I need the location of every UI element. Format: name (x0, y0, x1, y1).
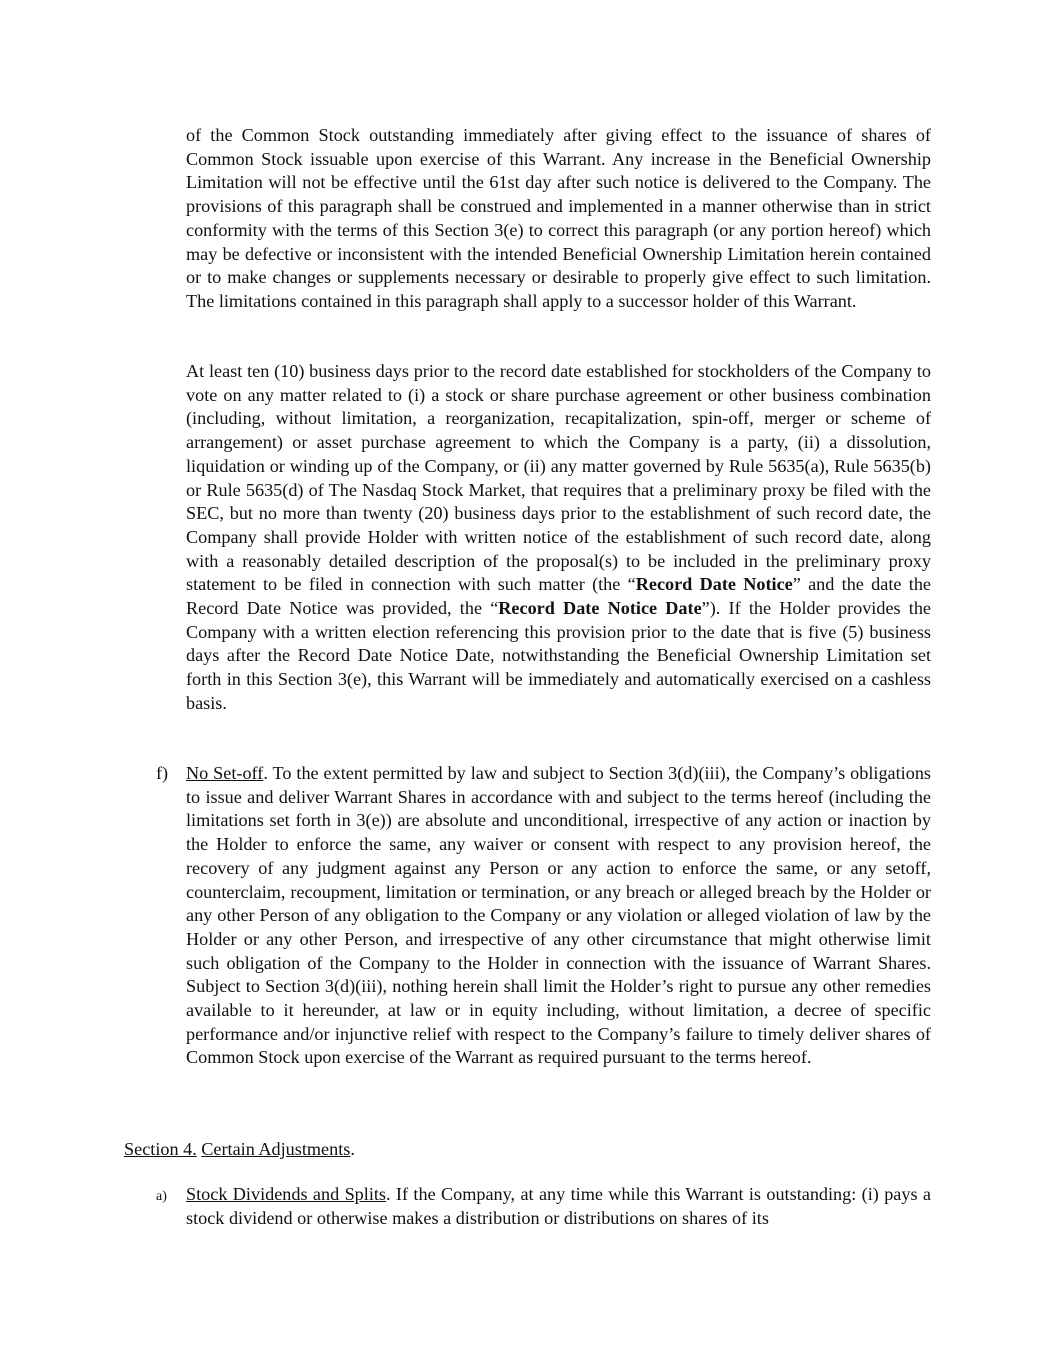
item-a-marker: a) (156, 1189, 167, 1204)
paragraph-2-part-1: At least ten (10) business days prior to the record date established for stockholders of the Company to vote on any matter related to (i) a stock or share purchase agreement or other business combination (including, without limitation, a reorganization, recapitalization, spin-off, merger or scheme of arrangement) or asset purchase agreement to which the Company is a party, (ii) a dissolution, liquidation or winding up of the Company, or (ii) any matter governed by Rule 5635(a), Rule 5635(b) or Rule 5635(d) of The Nasdaq Stock Market, that requires that a preliminary proxy be filed with the SEC, but no more than twenty (20) business days prior to the establishment of such record date, the Company shall provide Holder with written notice of the establishment of such record date, along with a reasonably detailed description of the proposal(s) to be included in the preliminary proxy statement to be filed in connection with such matter (the “ (186, 361, 931, 595)
item-f-no-set-off (186, 762, 931, 1070)
section-4-title: Certain Adjustments (201, 1139, 351, 1159)
defined-term-record-date-notice-date: Record Date Notice Date (498, 598, 702, 619)
paragraph-1-text: of the Common Stock outstanding immediately after giving effect to the issuance of shares of Common Stock issuable upon exercise of this Warrant. Any increase in the Beneficial Ownership Limitation will not be effective until the 61st day after such notice is delivered to the Company. The provisions of this paragraph shall be construed and implemented in a manner otherwise than in strict conformity with the terms of this Section 3(e) to correct this paragraph (or any portion hereof) which may be defective or inconsistent with the intended Beneficial Ownership Limitation herein contained or to make changes or supplements necessary or desirable to properly give effect to such limitation. The limitations contained in this paragraph shall apply to a successor holder of this Warrant. (186, 125, 931, 311)
paragraph-beneficial-ownership-continuation (186, 124, 931, 314)
section-4-end: . (350, 1139, 355, 1159)
item-a-stock-dividends (186, 1183, 931, 1230)
section-4-number: Section 4. (124, 1139, 197, 1159)
item-a-title: Stock Dividends and Splits (186, 1184, 387, 1204)
item-f-text: . To the extent permitted by law and subject to Section 3(d)(iii), the Company’s obligations to issue and deliver Warrant Shares in accordance with and subject to the terms hereof (including the limitations set forth in 3(e)) are absolute and unconditional, irrespective of any action or inaction by the Holder to enforce the same, any waiver or consent with respect to any provision hereof, the recovery of any judgment against any Person or any action to enforce the same, or any setoff, counterclaim, recoupment, limitation or termination, or any breach or alleged breach by the Holder or any other Person of any obligation to the Company or any violation or alleged violation of law by the Holder or any other Person, and irrespective of any other circumstance that might otherwise limit such obligation of the Company to the Holder in connection with the issuance of Warrant Shares. Subject to Section 3(d)(iii), nothing herein shall limit the Holder’s right to pursue any other remedies available to it hereunder, at law or in equity including, without limitation, a decree of specific performance and/or injunctive relief with respect to the Company’s failure to timely deliver shares of Common Stock upon exercise of the Warrant as required pursuant to the terms hereof. (186, 763, 931, 1068)
paragraph-record-date-notice (186, 360, 931, 716)
item-a-text: . If the Company, at any time while this Warrant is outstanding: (i) pays a stock dividend or otherwise makes a distribution or distributions on shares of its (186, 1184, 931, 1228)
defined-term-record-date-notice: Record Date Notice (635, 574, 793, 595)
paragraph-2-part-2: ” and the date the Record Date Notice was provided, the “ (186, 574, 931, 619)
item-f-title: No Set-off (186, 763, 264, 783)
section-4-heading (124, 1138, 355, 1162)
item-f-marker: f) (156, 763, 169, 783)
paragraph-2-part-3: ”). If the Holder provides the Company with a written election referencing this provision prior to the date that is five (5) business days after the Record Date Notice Date, notwithstanding the Beneficial Ownership Limitation set forth in this Section 3(e), this Warrant will be immediately and automatically exercised on a cashless basis. (186, 598, 932, 713)
